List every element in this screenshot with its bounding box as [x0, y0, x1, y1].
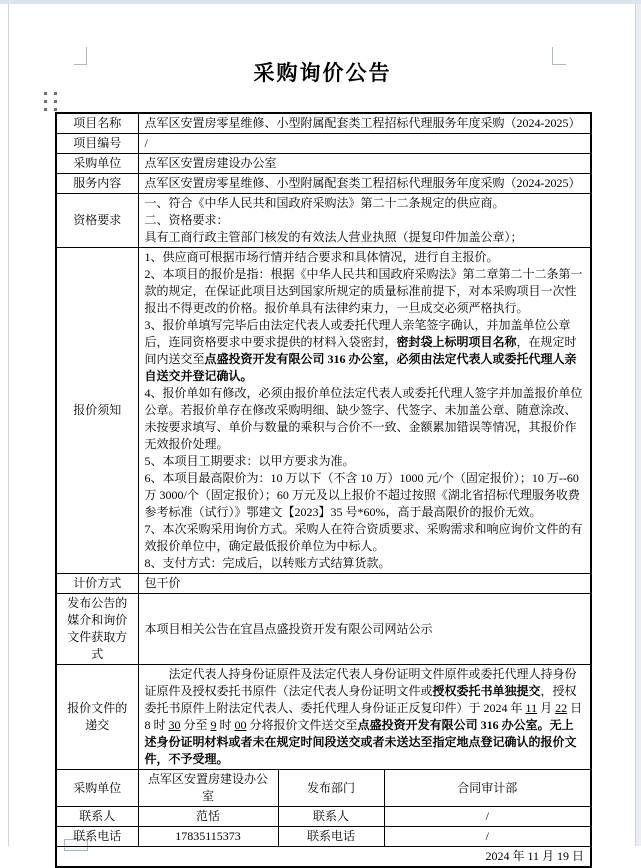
text-run: 4、报价单如有修改，必须由报价单位法定代表人或委托代理人签字并加盖报价单位公章。若报价单存在修改采购明细、缺少签字、代签字、未加盖公章、随意涂改、未按要求填写、单价与数量的乘积与合价不一致、金额累加错误等情况，其报价作无效报价处理。 — [144, 386, 583, 451]
text-run: 密封袋上标明项目名称 — [396, 335, 517, 349]
text-run: 7、本次采购采用询价方式。采购人在符合资质要求、采购需求和响应询价文件的有效报价单位中，确定最低报价单位为中标人。 — [144, 522, 583, 553]
row-content — [138, 248, 591, 574]
contact-grid-row — [56, 807, 591, 827]
text-run: 00 — [234, 718, 247, 732]
paragraph — [145, 453, 585, 470]
table-row — [56, 594, 591, 665]
date-row — [56, 847, 591, 868]
text-run: 5、本项目工期要求：以甲方要求为准。 — [144, 454, 355, 468]
grid-value: 点军区安置房建设办公室 — [138, 770, 278, 807]
text-run: 6、本项目最高限价为：10 万以下（不含 10 万）1000 元/个（固定报价）；10 万--60 万 3000/个（固定报价）；60 万元及以上报价不超过按照《湖北省招标代理服务收费参考标准（试行）》鄂建文【2023】35 号*60%，高于最高限价的报价无效。 — [144, 471, 580, 519]
text-run: ，在规定时间内送交至 — [144, 335, 577, 366]
text-run: 3、报价单填写完毕后由法定代表人或委托代理人亲笔签字确认，并加盖单位公章后，连同资格要求中要求提供的材料入袋密封， — [144, 318, 571, 349]
paragraph — [145, 266, 585, 317]
grid-label: 联系电话 — [56, 827, 138, 847]
text-run: 时 — [216, 718, 235, 732]
paragraph — [145, 135, 585, 152]
text-run: 9 — [210, 718, 217, 732]
table-row — [56, 665, 591, 770]
grid-label: 联系人 — [278, 807, 384, 827]
page-left-edge — [8, 4, 9, 846]
table-anchor-dots-icon — [44, 92, 57, 111]
row-label: 报价文件的递交 — [56, 665, 138, 770]
text-run: 授权委托书单独提交 — [432, 684, 541, 698]
contact-grid-row — [56, 770, 591, 807]
text-run: 本项目相关公告在宜昌点盛投资开发有限公司网站公示 — [144, 621, 433, 636]
paragraph — [145, 249, 585, 266]
text-run: 点盛投资开发有限公司 316 办公室，必须由法定代表人或委托代理人亲自送交并登记确认。 — [144, 352, 577, 383]
row-content — [138, 665, 591, 770]
text-run: 点军区安置房零星维修、小型附属配套类工程招标代理服务年度采购（2024-2025） — [144, 176, 581, 190]
grid-value: 合同审计部 — [384, 770, 591, 807]
row-label: 报价须知 — [56, 248, 138, 574]
table-row — [56, 194, 591, 248]
text-run: 点盛投资开发有限公司 316 办公室。无上述身份证明材料或者未在规定时间段送交或者未送达至指定地点登记确认的报价文件，不予受理。 — [144, 718, 577, 766]
text-run: 分将报价文件送交至 — [246, 718, 358, 732]
text-run: 22 — [555, 701, 568, 715]
table-row — [56, 248, 591, 574]
text-run: 月 — [537, 701, 556, 715]
paragraph — [145, 115, 585, 132]
text-run: 包干价 — [144, 576, 181, 590]
table-row — [56, 113, 591, 134]
text-run: 点军区安置房建设办公室 — [144, 156, 277, 170]
page-right-gutter — [636, 4, 641, 846]
row-content — [138, 154, 591, 174]
grid-label: 采购单位 — [56, 770, 138, 807]
row-label: 服务内容 — [56, 174, 138, 194]
table-row — [56, 574, 591, 594]
grid-value: 17835115373 — [138, 827, 278, 847]
paragraph — [145, 521, 585, 555]
grid-label: 发布部门 — [278, 770, 384, 807]
paragraph — [145, 229, 585, 246]
text-run: 一、符合《中华人民共和国政府采购法》第二十二条规定的供应商。 — [144, 196, 505, 210]
grid-label: 联系人 — [56, 807, 138, 827]
page-title: 采购询价公告 — [253, 61, 392, 85]
paragraph — [145, 385, 585, 453]
paragraph — [145, 555, 585, 572]
window-top-band — [0, 0, 641, 4]
page-right-edge — [635, 4, 636, 846]
contact-grid-row — [56, 827, 591, 847]
table-row — [56, 154, 591, 174]
table-row — [56, 174, 591, 194]
paragraph — [145, 666, 585, 768]
paragraph — [145, 175, 585, 192]
row-content — [138, 194, 591, 248]
grid-label: 联系电话 — [278, 827, 384, 847]
paragraph — [145, 212, 585, 229]
paragraph — [145, 317, 585, 385]
text-run: 11 — [525, 701, 538, 715]
text-run: 具有工商行政主管部门核发的有效法人营业执照（提复印件加盖公章）； — [144, 230, 523, 244]
row-label: 项目名称 — [56, 113, 138, 134]
row-content — [138, 594, 591, 665]
row-label: 资格要求 — [56, 194, 138, 248]
grid-value: / — [384, 807, 591, 827]
text-run: 点军区安置房零星维修、小型附属配套类工程招标代理服务年度采购（2024-2025） — [144, 116, 581, 130]
text-run: 分至 — [180, 718, 211, 732]
row-label: 项目编号 — [56, 134, 138, 154]
text-run: 日 8 时 — [144, 701, 583, 732]
text-run: 1、供应商可根据市场行情并结合要求和具体情况，进行自主报价。 — [144, 250, 499, 264]
row-label: 采购单位 — [56, 154, 138, 174]
table-row — [56, 134, 591, 154]
text-run: 二、资格要求： — [144, 213, 229, 227]
paragraph — [145, 621, 585, 638]
paragraph — [145, 155, 585, 172]
grid-value: 范恬 — [138, 807, 278, 827]
text-run: ，授权委托书原件上附法定代表人、委托代理人身份证正反复印件）于 2024 年 — [144, 684, 577, 715]
paragraph — [145, 575, 585, 592]
row-label: 计价方式 — [56, 574, 138, 594]
row-label: 发布公告的媒介和询价文件获取方式 — [56, 594, 138, 665]
row-content — [138, 113, 591, 134]
announcement-table — [55, 112, 592, 868]
row-content — [138, 174, 591, 194]
grid-value: / — [384, 827, 591, 847]
text-run: 8、支付方式：完成后，以转账方式结算货款。 — [144, 556, 391, 570]
row-content — [138, 134, 591, 154]
text-run: / — [144, 136, 148, 150]
text-run: 法定代表人持身份证原件及法定代表人身份证明文件原件或委托代理人持身份证原件及授权委托书原件（法定代表人身份证明文件或 — [144, 667, 577, 698]
text-run: 30 — [168, 718, 181, 732]
paragraph — [145, 195, 585, 212]
announcement-date: 2024 年 11 月 19 日 — [56, 847, 591, 868]
row-content — [138, 574, 591, 594]
paragraph — [145, 470, 585, 521]
text-run: 2、本项目的报价是指：根据《中华人民共和国政府采购法》第二章第二十二条第一款的规定，在保证此项目达到国家所规定的质量标准前提下，对本采购项目一次性报出不得更改的价格。报价单具有法律约束力，一旦成交必须严格执行。 — [144, 267, 583, 315]
